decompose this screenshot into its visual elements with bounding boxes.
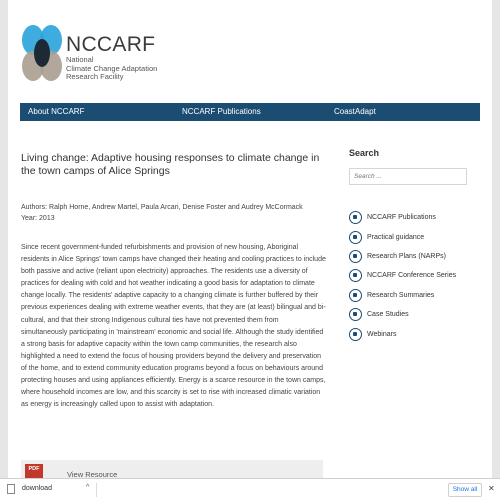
sidebar-link-label: Case Studies [367, 311, 409, 319]
sidebar-link-label: Research Summaries [367, 291, 435, 299]
logo-subtitle [66, 56, 157, 82]
article [21, 152, 326, 411]
sidebar-links [349, 208, 481, 344]
nav-item-publications[interactable]: NCCARF Publications [182, 107, 261, 116]
download-bar [0, 478, 500, 500]
article-title: Living change: Adaptive housing responses to climate change in the town camps of Alice Springs [21, 152, 320, 177]
folder-icon [349, 308, 362, 321]
sidebar-link-publications[interactable] [349, 208, 481, 227]
sidebar-link-label: NCCARF Publications [367, 214, 436, 222]
sidebar-link-label: Practical guidance [367, 233, 425, 241]
search-heading: Search [349, 148, 380, 158]
clipboard-icon [349, 231, 362, 244]
magnifier-icon [349, 289, 362, 302]
article-year: Year: 2013 [21, 215, 55, 222]
download-item[interactable]: download [22, 485, 52, 492]
show-all-button[interactable]: Show all [448, 483, 482, 497]
sidebar-link-case-studies[interactable] [349, 305, 481, 324]
conference-icon [349, 269, 362, 282]
nav-item-about[interactable]: About NCCARF [28, 107, 85, 116]
chevron-up-icon[interactable]: ^ [86, 484, 90, 491]
sidebar-link-label: Research Plans (NARPs) [367, 252, 446, 260]
sidebar-link-research-plans[interactable] [349, 247, 481, 266]
main-nav [20, 103, 480, 121]
article-meta [21, 202, 326, 224]
nccarf-logo[interactable] [20, 24, 180, 84]
sidebar-link-label: Webinars [367, 330, 397, 338]
page [8, 0, 492, 478]
sidebar-link-label: NCCARF Conference Series [367, 272, 457, 280]
view-resource-box[interactable] [21, 460, 323, 478]
article-body: Since recent government-funded refurbishments and provision of new housing, Aboriginal residents in Alice Springs' town camps have changed their heating and cooling practices to include both passive and active (reliant upon electricity) approaches. The residents use a diversity of practices for dealing with cold and hot weather indicating a good basis for adaptation to climate change locally. The residents' adaptive capacity to a changing climate is further buffered by their previous experiences dealing with extreme weather events, that they are (at least) bilingual and bi-cultural, and that their strong Indigenous cultural ties have not prevented them from simultaneously participating in 'mainstream' economic and social life. Although the study identified a strong basis for adaptive capacity within the town camp communities, the research also highlighted a need to extend the focus of housing providers beyond the delivery and preservation of the home, and to extend community education programs beyond a focus on behaviours around protecting houses and using appliances efficiently. Energy is a scarce resource in the town camps, where household incomes are low, and this scarcity is set to rise with increased climatic variation as energy is increasingly called upon to assist with adaptation. [21, 244, 326, 409]
article-authors: Authors: Ralph Horne, Andrew Martel, Paula Arcari, Denise Foster and Audrey McCormack [21, 204, 303, 211]
sidebar [349, 148, 481, 344]
logo-mark-icon [20, 24, 64, 82]
pdf-icon: PDF [25, 464, 43, 478]
webinar-icon [349, 328, 362, 341]
view-resource-link[interactable]: View Resource [67, 470, 118, 478]
file-icon [7, 484, 15, 494]
close-icon[interactable]: ✕ [488, 484, 495, 493]
logo-title: NCCARF [66, 33, 156, 56]
divider [96, 483, 97, 497]
sidebar-link-conference-series[interactable] [349, 266, 481, 285]
gear-icon [349, 250, 362, 263]
sidebar-link-research-summaries[interactable] [349, 286, 481, 305]
search-input[interactable] [349, 168, 467, 185]
logo-sub-line: Climate Change Adaptation [66, 63, 158, 73]
nav-item-coastadapt[interactable]: CoastAdapt [334, 107, 376, 116]
book-icon [349, 211, 362, 224]
logo-sub-line: National [66, 55, 94, 64]
sidebar-link-webinars[interactable] [349, 324, 481, 343]
sidebar-link-practical-guidance[interactable] [349, 227, 481, 246]
logo-sub-line: Research Facility [66, 72, 124, 82]
